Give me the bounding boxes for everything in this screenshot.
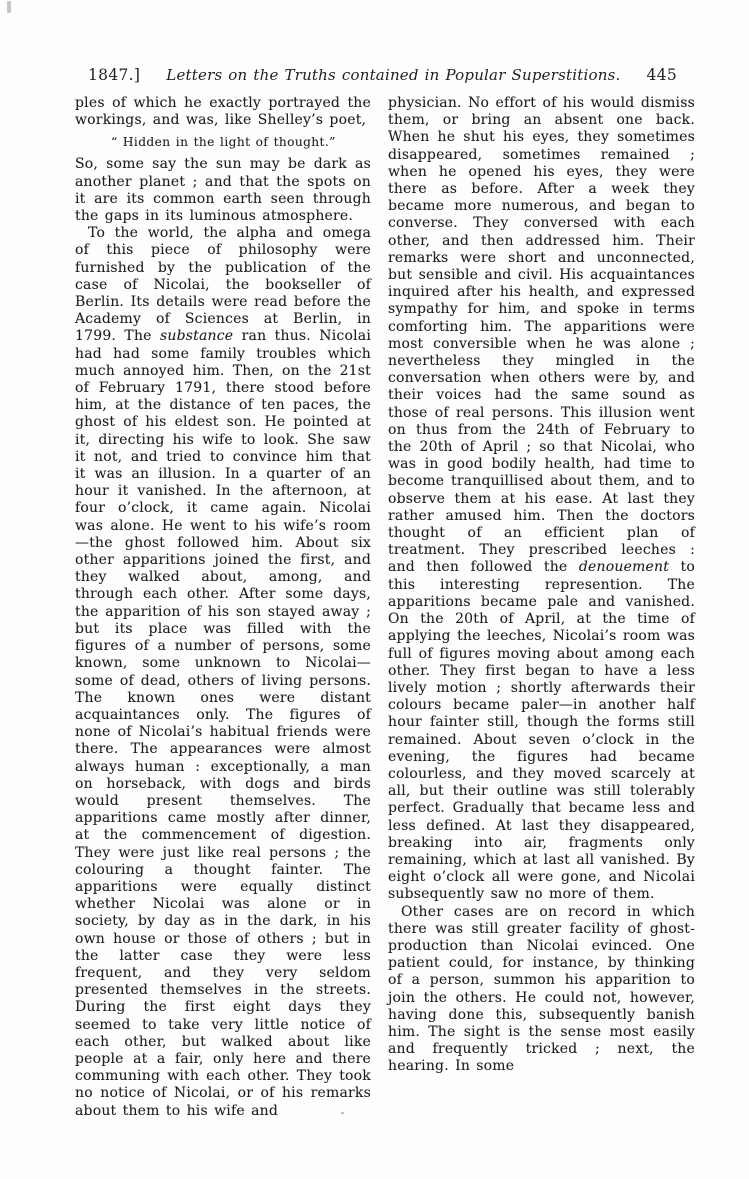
running-title: Letters on the Truths contained in Popular Superstitions. bbox=[166, 66, 621, 84]
paragraph bbox=[75, 225, 371, 1120]
scan-artifact-mark bbox=[7, 1, 11, 13]
page-header bbox=[88, 66, 677, 84]
italic-word: denouement bbox=[578, 559, 670, 576]
paragraph: So, some say the sun may be dark as another planet ; and that the spots on it are its common earth seen through the gaps in its luminous atmosphere. bbox=[75, 156, 371, 225]
scan-speck bbox=[341, 1112, 344, 1114]
page-number: 445 bbox=[646, 66, 677, 84]
paragraph-text: ran thus. Nicolai had had some family troubles which much annoyed him. Then, on the 21st of February 1791, there stood before him, at the distance of ten paces, the ghost of his eldest son. He pointed at it, directing his wife to look. She saw it not, and tried to convince him that it was an illusion. In a quarter of an hour it vanished. In the afternoon, at four o’clock, it came again. Nicolai was alone. He went to his wife’s room—the ghost followed him. About six other apparitions joined the first, and they walked about, among, and through each other. After some days, the apparition of his son stayed away ; but its place was filled with the figures of a number of persons, some known, some unknown to Nicolai—some of dead, others of living persons. The known ones were distant acquaintances only. The figures of none of Nicolai’s habitual friends were there. The appearances were almost always human : exceptionally, a man on horseback, with dogs and birds would present themselves. The apparitions came mostly after dinner, at the commencement of digestion. They were just like real persons ; the colouring a thought fainter. The apparitions were equally distinct whether Nicolai was alone or in society, by day as in the dark, in his own house or those of others ; but in the latter case they were less frequent, and they very seldom presented themselves in the streets. During the first eight days they seemed to take very little notice of each other, but walked about like people at a fair, only here and there communing with each other. They took no notice of Nicolai, or of his remarks about them to his wife and bbox=[75, 328, 371, 1119]
verse-quote: “ Hidden in the light of thought.” bbox=[111, 135, 336, 150]
paragraph-continuation bbox=[388, 95, 695, 904]
paragraph-text: to this interesting represention. The apparitions became pale and vanished. On the 20th of April, at the time of applying the leeches, Nicolai’s room was full of figures moving about among each other. They first began to have a less lively motion ; shortly afterwards their colours became paler—in another half hour fainter still, though the forms still remained. About seven o’clock in the evening, the figures had became colourless, and they moved scarcely at all, but their outline was still tolerably perfect. Gradually that became less and less defined. At last they disappeared, breaking into air, fragments only remaining, which at last all vanished. By eight o’clock all were gone, and Nicolai subsequently saw no more of them. bbox=[388, 559, 695, 903]
text-columns bbox=[75, 95, 695, 1120]
left-column bbox=[75, 95, 371, 1120]
paragraph: Other cases are on record in which there was still greater facility of ghost-production than Nicolai evinced. One patient could, for instance, by thinking of a person, summon his apparition to join the others. He could not, however, having done this, subsequently banish him. The sight is the sense most easily and frequently tricked ; next, the hearing. In some bbox=[388, 903, 695, 1075]
paragraph-text: To the world, the alpha and omega of this piece of philosophy were furnished by the publication of the case of Nicolai, the bookseller of Berlin. Its details were read before the Academy of Sciences at Berlin, in 1799. The bbox=[75, 225, 371, 345]
italic-word: substance bbox=[160, 328, 234, 345]
header-year: 1847.] bbox=[88, 66, 141, 84]
right-column bbox=[388, 95, 695, 1120]
paragraph-continuation: ples of which he exactly portrayed the workings, and was, like Shelley’s poet, bbox=[75, 95, 371, 129]
paragraph-text: physician. No effort of his would dismiss them, or bring an absent one back. When he shut his eyes, they sometimes disappeared, sometimes remained ; when he opened his eyes, they were there as before. After a week they became more numerous, and began to converse. They conversed with each other, and then addressed him. Their remarks were short and unconnected, but sensible and civil. His acquaintances inquired after his health, and expressed sympathy for him, and spoke in terms comforting him. The apparitions were most conversible when he was alone ; nevertheless they mingled in the conversation when others were by, and their voices had the same sound as those of real persons. This illusion went on thus from the 24th of February to the 20th of April ; so that Nicolai, who was in good bodily health, had time to become tranquillised about them, and to observe them at his ease. At last they rather amused him. Then the doctors thought of an efficient plan of treatment. They prescribed leeches : and then followed the bbox=[388, 95, 695, 576]
